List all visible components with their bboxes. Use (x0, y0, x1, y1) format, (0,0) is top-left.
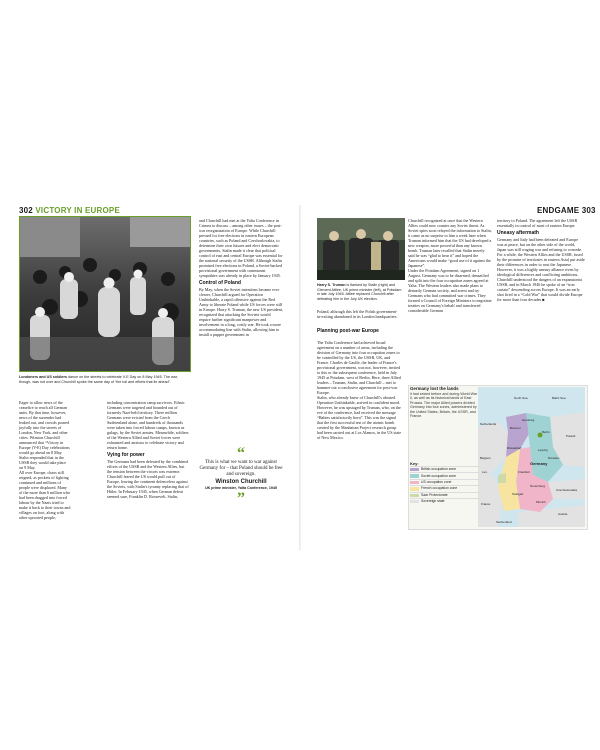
label-dusseldorf: Düsseldorf (507, 446, 522, 450)
left-caption-text: dance on the streets to celebrate V-E Day on 8 May 1945. The war, though, was not over and Churchill spoke the same day of “the toil and efforts that lie ahead”. (19, 375, 178, 384)
col2-paragraph: including concentration camp survivors. Ethnic Germans were targeted and hounded out of formerly Nazi-held territory. Three million Germans were evicted from the Czech Sudetenland alone, and hundreds of thousands were taken into forced labour camps, known as gulags, by the Soviet armies. Meanwhile, soldiers of the Western Allied and Soviet forces were exhausted and anxious to celebrate victory and return home. (107, 400, 189, 450)
quote-text: This is what we want to war against Germany for – that Poland should be free and sovereign. (199, 460, 283, 477)
label-stuttgart: Stuttgart (512, 492, 524, 496)
right-section-title: ENDGAME (537, 206, 580, 215)
key-swatch-british (410, 468, 419, 472)
left-page-number: 302 (19, 206, 33, 215)
right-column-2-text: Churchill recognized at once that the Western Allies could now counter any Soviet threat. As Soviet spies soon relayed the information to Stalin, it came as no surprise to him a week later when Truman informed him that the US had developed a new weapon, more powerful than any known bomb. Truman later recalled that Stalin merely said he was “glad to hear it” and hoped the Americans would make “good use of it against the Japanese”. Under the Potsdam Agreement, signed on 1 August, Germany was to be disarmed, denazified and split into the four occupation zones agreed at Yalta. The Western leaders also made plans to denazify German society, and arrest and try Germans who had committed war crimes. They formed a Council of Foreign Ministers to negotiate treaties on Germany's behalf and transferred considerable German (408, 218, 492, 313)
label-nuremberg: Nuremberg (530, 484, 546, 488)
label-berlin: Berlin (542, 430, 550, 434)
label-switzerland: Switzerland (496, 520, 512, 524)
key-label-french: French occupation zone (421, 486, 458, 491)
map-description: it had seized before and during World War II, as well as its historical lands of East Prussia. The major Allied powers divided Germany into four zones, administered by the United States, Britain, the USSR, and France. (410, 392, 478, 419)
left-column-3 (199, 218, 283, 339)
col2-paragraph-2: The Germans had been defeated by the combined efforts of the USSR and the Western Allies, but the tension between the victors was extreme. Churchill feared the US would pull out of Europe, leaving the continent defenceless against the Soviets, with Stalin's tyranny replacing that of Hitler. In February 1945, when German defeat seemed sure, Franklin D. Roosevelt, Stalin, (107, 459, 189, 499)
map-title: Germany lost the lands (410, 386, 459, 391)
key-label-us: US occupation zone (421, 479, 452, 484)
key-label-soviet: Soviet occupation zone (421, 473, 457, 478)
right-photo-caption (317, 283, 405, 301)
col6-paragraph: territory to Poland. The agreement left the USSR essentially in control of most of eastern Europe. (497, 218, 578, 228)
key-label-saar: Saar Protectorate (421, 492, 448, 497)
uneasy-aftermath-heading: Uneasy aftermath (497, 230, 539, 236)
right-column-3 (497, 218, 585, 304)
label-netherlands: Netherlands (480, 422, 497, 426)
potsdam-photo (317, 218, 405, 280)
key-swatch-sovereign (410, 500, 419, 504)
left-column-1-text: Eager to allow news of the ceasefire to reach all German units. By that time, however, news of the surrender had leaked out, and crowds poured joyfully into the streets of London, New York, and other cities. Winston Churchill announced that “Victory in Europe (V-E) Day celebrations would go ahead on 8 May. Stalin responded that in the USSR they would take place on 9 May. All over Europe, chaos still reigned, as pockets of fighting continued and millions of people were displaced. Many of the more than 6 million who had been dragged into forced labour by the Nazis tried to make it back to their towns and villages on foot, along with other uprooted people, (19, 400, 71, 520)
quote-author: Winston Churchill (215, 479, 267, 485)
key-label-sovereign: Sovereign state (421, 499, 445, 504)
left-caption-bold: Londoners and US soldiers (19, 375, 67, 379)
right-caption-text: is flanked by Stalin (right) and Clement Attlee, UK prime minister (left), at Potsdam in late July 1945. Attlee replaced Churchill after defeating him in the July UK election. (317, 283, 402, 301)
quote-author-role: UK prime minister, Yalta Conference, 1945 (205, 486, 277, 490)
col3-paragraph-2: By May, when the Soviet intentions became ever clearer, Churchill argued for Operation Unthinkable, a rapid offensive against the Red Army to liberate Poland while US forces were still in Europe. Harry S. Truman, the new US president, recognized that attacking the Soviets would require further significant manpower and involvement in a long, costly war. He took a more accommodating line with Stalin, allowing him to install a puppet government in (199, 287, 283, 337)
label-north-sea: North Sea (514, 396, 528, 400)
label-poland: Poland (566, 434, 576, 438)
label-frankfurt: Frankfurt (518, 470, 531, 474)
map-key-title: Key: (410, 461, 419, 466)
right-page-number: 303 (581, 206, 596, 215)
label-germany: Germany (530, 461, 548, 466)
key-swatch-soviet (410, 474, 419, 478)
occupation-zones-map (478, 387, 585, 527)
label-austria: Austria (558, 512, 568, 516)
crowd-photo-image (20, 217, 190, 371)
planning-post-war-heading: Planning post-war Europe (317, 328, 379, 334)
col3-paragraph: and Churchill had met at the Yalta Conference in Crimea to discuss – among other issues – the post-war reorganization of Europe. While Churchill pressed for free elections in eastern European countries, such as Poland and Czechoslovakia, to determine their own futures and elect democratic governments, Stalin made it clear that political control of east and central Europe was essential for the national security of the USSR. Although Stalin promised free elections in Poland, a Soviet-backed provisional government with communist sympathies was already in place by January 1945. (199, 218, 283, 278)
col4-paragraph-2: The Yalta Conference had achieved broad agreement on a number of areas, including the division of Germany into four occupation zones to be controlled by the US, the USSR, UK, and France. Charles de Gaulle, the leader of France's provisional government, was not, however, invited to this or the subsequent conference, held in July 1945 at Potsdam, west of Berlin. Here, three Allied leaders – Truman, Stalin, and Churchill – met to hammer out a conclusive agreement for post-war Europe. Stalin, who already knew of Churchill's aborted Operation Unthinkable, arrived in confident mood. However, he was upstaged by Truman, who, on the eve of the conference, had received the message “Babies satisfactorily born”. This was the signal that the first successful test of the atomic bomb created by the Manhattan Project research group had been carried out at Los Alamos, in the US state of New Mexico. (317, 340, 402, 440)
map-key (410, 461, 480, 504)
quote-close-icon: ” (237, 490, 245, 508)
churchill-quote (199, 445, 283, 508)
label-lux: Lux. (482, 470, 488, 474)
label-hamburg: Hamburg (522, 418, 535, 422)
potsdam-photo-image (317, 218, 405, 280)
left-photo-caption (19, 375, 189, 384)
key-row-sovereign (410, 498, 480, 504)
label-france: France (481, 502, 491, 506)
left-column-2 (107, 400, 189, 501)
key-swatch-french (410, 487, 419, 491)
label-czech: Czechoslovakia (556, 488, 578, 492)
label-bremen: Bremen (510, 426, 521, 430)
control-of-poland-heading: Control of Poland (199, 280, 241, 286)
left-page-header (19, 206, 120, 215)
label-munich: Munich (536, 500, 546, 504)
quote-open-icon: “ (237, 445, 245, 462)
col6-paragraph-2: Germany and Italy had been defeated and Europe was at peace, but on the other side of the world, Japan was still waging war and refusing to concede. For a while, the Western Allies and the USSR, fused by the promise of territories in eastern Asia) put aside their differences in order to rout the Japanese. However, it was a highly uneasy alliance riven by ideological differences and conflicting ambitions. Churchill understood the dangers of an expansionist USSR, and in March 1946 he spoke of an “iron curtain” descending across Europe. It was an early shot fired in a “Cold War” that would divide Europe for more than four decades ■ (497, 237, 585, 302)
page-gutter (299, 205, 301, 550)
key-swatch-us (410, 481, 419, 485)
col4-paragraph: Poland, although this left the Polish government-in-exiting abandoned in its London headquarters. (317, 309, 398, 319)
vying-for-power-heading: Vying for power (107, 452, 145, 458)
ve-day-crowd-photo (19, 216, 191, 372)
label-belgium: Belgium (480, 456, 491, 460)
key-label-british: British occupation zone (421, 467, 457, 472)
key-swatch-saar (410, 494, 419, 498)
right-page-header (537, 206, 596, 215)
left-section-title: VICTORY IN EUROPE (35, 206, 120, 215)
map-graphic (478, 387, 585, 527)
label-leipzig: Leipzig (538, 448, 548, 452)
label-dresden: Dresden (548, 456, 560, 460)
label-baltic: Baltic Sea (552, 396, 566, 400)
right-column-1 (317, 304, 401, 447)
right-caption-bold: Harry S. Truman (317, 283, 346, 287)
